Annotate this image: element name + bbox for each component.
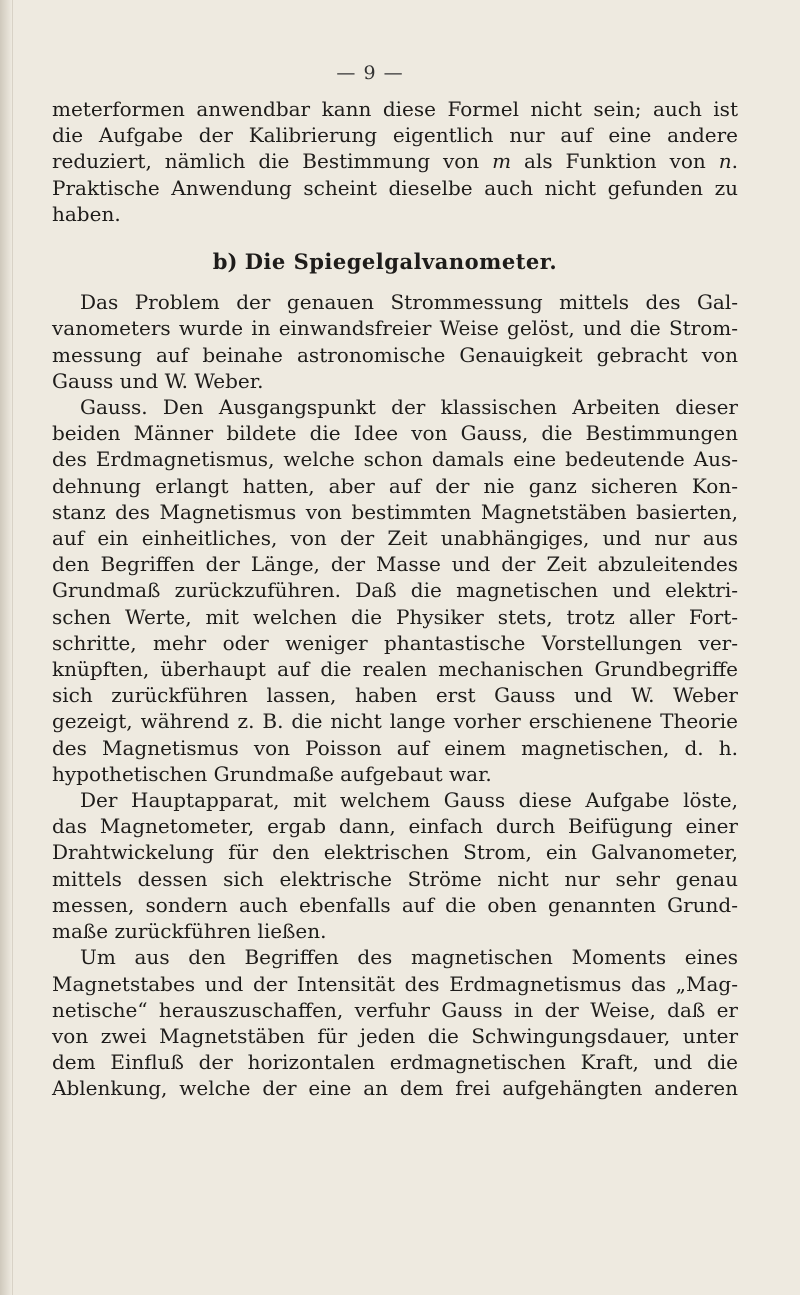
- text-line: haben.: [52, 201, 121, 226]
- paragraph-1: [52, 289, 738, 394]
- math-variable-n: n: [718, 149, 732, 174]
- text-run: .: [731, 149, 738, 174]
- section-heading: [52, 249, 738, 275]
- text-line: knüpften, überhaupt auf die realen mechanischen Grundbegriffe: [52, 657, 738, 682]
- paragraph-3: [52, 787, 738, 944]
- text-line: des Magnetismus von Poisson auf einem magnetischen, d. h.: [52, 735, 738, 760]
- text-line: [52, 148, 738, 174]
- text-line: vanometers wurde in einwandsfreier Weise gelöst, und die Strom-: [52, 316, 738, 341]
- text-line: des Erdmagnetismus, welche schon damals eine bedeutende Aus-: [52, 447, 738, 472]
- text-line: Gauss. Den Ausgangspunkt der klassischen Arbeiten dieser: [80, 395, 738, 420]
- text-line: netische“ herauszuschaffen, verfuhr Gauss in der Weise, daß er: [52, 997, 738, 1022]
- text-line: Gauss und W. Weber.: [52, 368, 264, 393]
- text-line: mittels dessen sich elektrische Ströme nicht nur sehr genau: [52, 866, 738, 891]
- text-line: gezeigt, während z. B. die nicht lange vorher erschienene Theorie: [52, 709, 738, 734]
- text-line: meterformen anwendbar kann diese Formel nicht sein; auch ist: [52, 97, 738, 121]
- text-line: Um aus den Begriffen des magnetischen Moments eines: [80, 945, 738, 970]
- section-title: Die Spiegelgalvanometer.: [244, 249, 558, 275]
- section-marker: b): [212, 249, 238, 275]
- text-line: dehnung erlangt hatten, aber auf der nie ganz sicheren Kon-: [52, 473, 738, 498]
- book-spine-edge: [0, 0, 13, 1295]
- text-line: stanz des Magnetismus von bestimmten Magnetstäben basierten,: [52, 499, 738, 524]
- text-line: sich zurückführen lassen, haben erst Gauss und W. Weber: [52, 683, 738, 708]
- page-number: — 9 —: [336, 62, 404, 84]
- text-line: messung auf beinahe astronomische Genauigkeit gebracht von: [52, 342, 738, 367]
- text-line: maße zurückführen ließen.: [52, 919, 327, 944]
- intro-paragraph: [52, 96, 738, 227]
- text-line: Der Hauptapparat, mit welchem Gauss diese Aufgabe löste,: [80, 788, 738, 813]
- text-run: als Funktion von: [511, 149, 719, 174]
- text-line: schritte, mehr oder weniger phantastische Vorstellungen ver-: [52, 630, 738, 655]
- paragraph-4: [52, 944, 738, 1101]
- text-line: die Aufgabe der Kalibrierung eigentlich nur auf eine andere: [52, 123, 738, 148]
- text-column: [52, 96, 738, 1102]
- text-line: Praktische Anwendung scheint dieselbe auch nicht gefunden zu: [52, 175, 738, 200]
- text-line: Das Problem der genauen Strommessung mittels des Gal-: [80, 290, 738, 315]
- text-run: reduziert, nämlich die Bestimmung von: [52, 149, 493, 174]
- text-line: von zwei Magnetstäben für jeden die Schwingungsdauer, unter: [52, 1023, 738, 1048]
- text-line: Grundmaß zurückzuführen. Daß die magnetischen und elektri-: [52, 578, 738, 603]
- text-line: dem Einfluß der horizontalen erdmagnetischen Kraft, und die: [52, 1050, 738, 1075]
- text-line: Magnetstabes und der Intensität des Erdmagnetismus das „Mag-: [52, 971, 738, 996]
- text-line: den Begriffen der Länge, der Masse und der Zeit abzuleitendes: [52, 552, 738, 577]
- text-line: hypothetischen Grundmaße aufgebaut war.: [52, 761, 492, 786]
- math-variable-m: m: [492, 149, 512, 174]
- text-line: Drahtwickelung für den elektrischen Strom, ein Galvanometer,: [52, 840, 738, 865]
- text-line: messen, sondern auch ebenfalls auf die oben genannten Grund-: [52, 892, 738, 917]
- text-line: schen Werte, mit welchen die Physiker stets, trotz aller Fort-: [52, 604, 738, 629]
- text-line: beiden Männer bildete die Idee von Gauss, die Bestimmungen: [52, 421, 738, 446]
- text-line: das Magnetometer, ergab dann, einfach durch Beifügung einer: [52, 814, 738, 839]
- text-line: auf ein einheitliches, von der Zeit unabhängiges, und nur aus: [52, 526, 738, 551]
- paragraph-2: [52, 394, 738, 787]
- text-line: Ablenkung, welche der eine an dem frei aufgehängten anderen: [52, 1076, 738, 1101]
